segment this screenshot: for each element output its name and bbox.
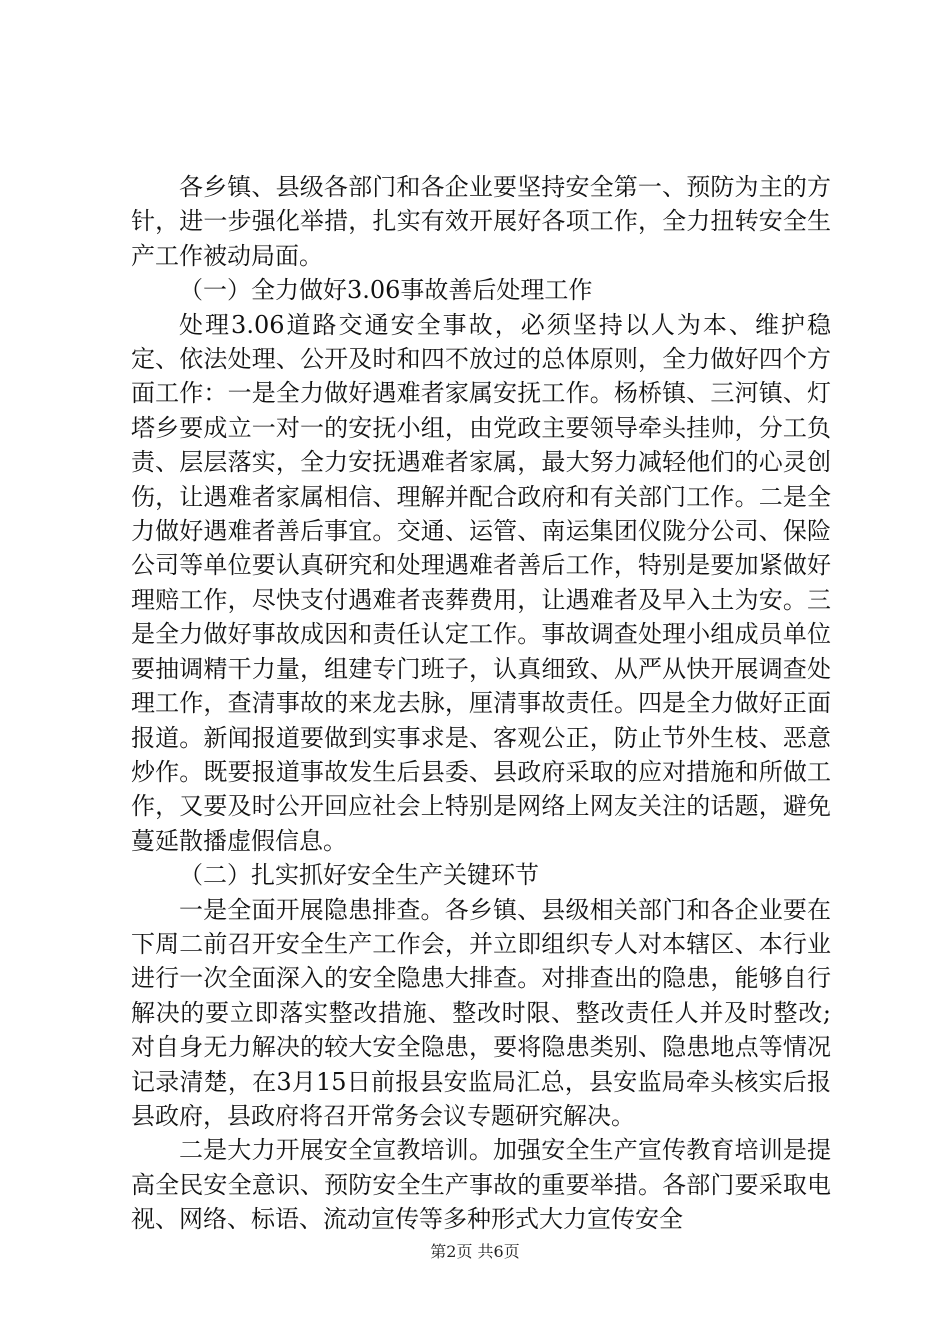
document-body [131,170,831,1237]
paragraph-accident-handling: 处理3.06道路交通安全事故，必须坚持以人为本、维护稳定、依法处理、公开及时和四不放过的总体原则，全力做好四个方面工作：一是全力做好遇难者家属安抚工作。杨桥镇、三河镇、灯塔乡要成立一对一的安抚小组，由党政主要领导牵头挂帅，分工负责、层层落实，全力安抚遇难者家属，最大努力减轻他们的心灵创伤，让遇难者家属相信、理解并配合政府和有关部门工作。二是全力做好遇难者善后事宜。交通、运管、南运集团仪陇分公司、保险公司等单位要认真研究和处理遇难者善后工作，特别是要加紧做好理赔工作，尽快支付遇难者丧葬费用，让遇难者及早入土为安。三是全力做好事故成因和责任认定工作。事故调查处理小组成员单位要抽调精干力量，组建专门班子，认真细致、从严从快开展调查处理工作，查清事故的来龙去脉，厘清事故责任。四是全力做好正面报道。新闻报道要做到实事求是、客观公正，防止节外生枝、恶意炒作。既要报道事故发生后县委、县政府采取的应对措施和所做工作，又要及时公开回应社会上特别是网络上网友关注的话题，避免蔓延散播虚假信息。 [131,310,831,855]
paragraph-intro: 各乡镇、县级各部门和各企业要坚持安全第一、预防为主的方针，进一步强化举措，扎实有效开展好各项工作，全力扭转安全生产工作被动局面。 [131,173,831,270]
paragraph-safety-training: 二是大力开展安全宣教培训。加强安全生产宣传教育培训是提高全民安全意识、预防安全生产事故的重要举措。各部门要采取电视、网络、标语、流动宣传等多种形式大力宣传安全 [131,1136,831,1234]
section-heading-2: （二）扎实抓好安全生产关键环节 [179,861,539,890]
paragraph-hazard-inspection: 一是全面开展隐患排查。各乡镇、县级相关部门和各企业要在下周二前召开安全生产工作会，并立即组织专人对本辖区、本行业进行一次全面深入的安全隐患大排查。对排查出的隐患，能够自行解决的要立即落实整改措施、整改时限、整改责任人并及时整改;对自身无力解决的较大安全隐患，要将隐患类别、隐患地点等情况记录清楚，在3月15日前报县安监局汇总，县安监局牵头核实后报县政府，县政府将召开常务会议专题研究解决。 [131,895,831,1130]
section-heading-1: （一）全力做好3.06事故善后处理工作 [179,276,593,305]
page-number-footer: 第2页 共6页 [430,1242,520,1261]
